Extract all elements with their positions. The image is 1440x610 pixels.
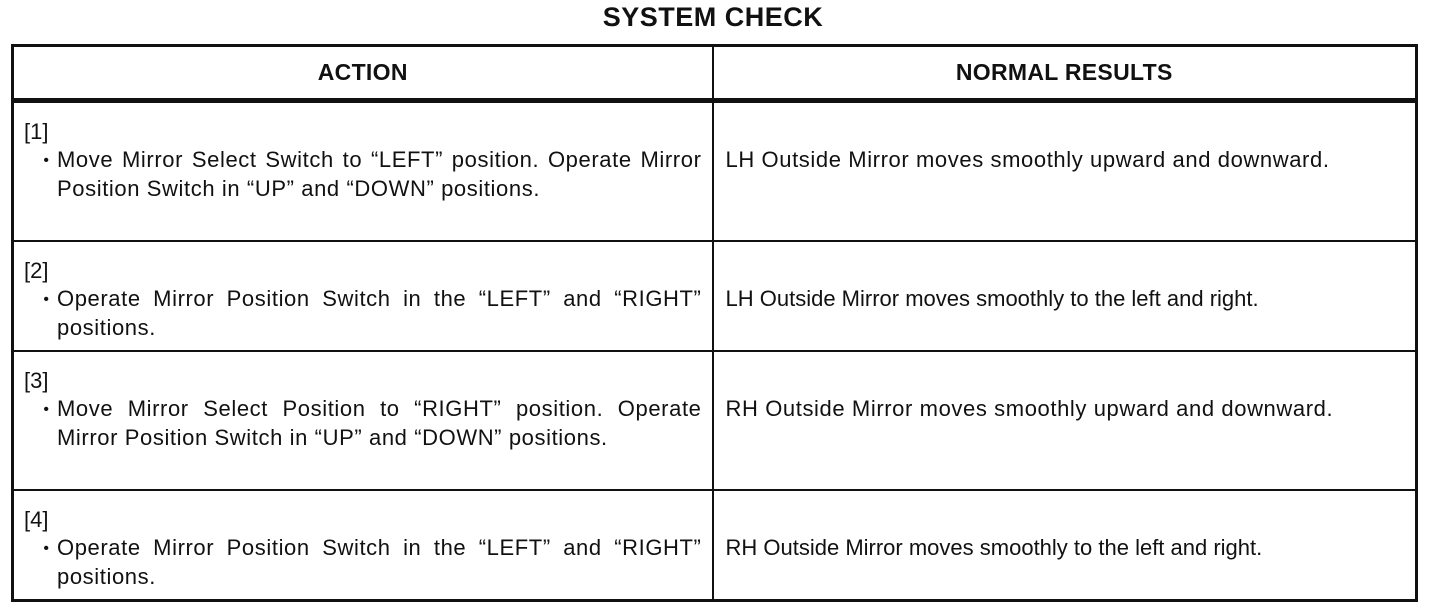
table-header-row [13, 46, 1417, 101]
result-text: LH Outside Mirror moves smoothly to the left and right. [725, 286, 1259, 311]
action-cell [13, 490, 713, 601]
bullet-icon: • [43, 540, 49, 557]
action-text: Operate Mirror Position Switch in the “LEFT” and “RIGHT” positions. [57, 535, 702, 589]
bullet-icon: • [43, 152, 49, 169]
result-text: RH Outside Mirror moves smoothly to the left and right. [725, 535, 1263, 560]
action-cell [13, 241, 713, 351]
step-number: [2] [24, 258, 49, 283]
action-text: Move Mirror Select Switch to “LEFT” position. Operate Mirror Position Switch in “UP” and “DOWN” positions. [57, 147, 702, 201]
result-cell [713, 351, 1417, 490]
result-text: RH Outside Mirror moves smoothly upward and downward. [725, 396, 1334, 421]
action-cell [13, 101, 713, 242]
table-row [13, 351, 1417, 490]
bullet-icon: • [43, 401, 49, 418]
page-title: SYSTEM CHECK [602, 2, 824, 32]
result-text: LH Outside Mirror moves smoothly upward and downward. [725, 147, 1330, 172]
result-cell [713, 101, 1417, 242]
bullet-icon: • [43, 291, 49, 308]
action-text: Operate Mirror Position Switch in the “LEFT” and “RIGHT” positions. [57, 286, 702, 340]
table-row [13, 490, 1417, 601]
action-text: Move Mirror Select Position to “RIGHT” position. Operate Mirror Position Switch in “UP” and “DOWN” positions. [57, 396, 702, 450]
result-cell [713, 241, 1417, 351]
step-number: [3] [24, 368, 49, 393]
action-cell [13, 351, 713, 490]
step-number: [4] [24, 507, 49, 532]
normal-results-column-header: NORMAL RESULTS [713, 46, 1417, 101]
table-row [13, 241, 1417, 351]
system-check-table [11, 44, 1418, 602]
table-row [13, 101, 1417, 242]
step-number: [1] [24, 119, 49, 144]
result-cell [713, 490, 1417, 601]
action-column-header: ACTION [13, 46, 713, 101]
